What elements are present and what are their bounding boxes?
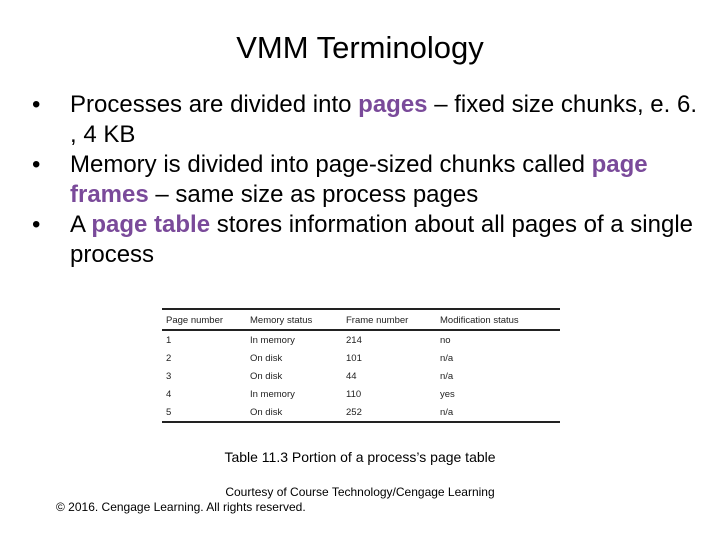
table-cell: On disk [250,371,283,382]
table-row [162,385,560,403]
table-cell: n/a [440,353,454,364]
bullet-dot-icon: • [32,151,41,178]
table-row [162,330,560,349]
bullet-text: Memory is divided into page-sized chunks called [70,151,592,178]
column-header: Frame number [342,309,436,330]
table-header-row [162,309,560,330]
table-cell: yes [440,389,455,400]
table-cell: 4 [166,389,172,400]
bullet-item [28,210,708,270]
bullet-dot-icon: • [32,211,41,238]
bullet-highlight: pages [358,91,428,118]
bullet-item [28,150,708,210]
table-row [162,403,560,422]
table-cell: On disk [246,403,342,422]
copyright-notice: © 2016. Cengage Learning. All rights reserved. [56,500,306,514]
table-cell: 101 [346,353,362,364]
table-cell: 5 [162,403,246,422]
table-cell: 110 [346,389,362,400]
bullet-text: – same size as process pages [148,181,479,208]
table-caption: Table 11.3 Portion of a process’s page table [224,449,496,465]
bullet-item [28,90,708,150]
bullet-text: Processes are divided into [70,91,359,118]
table-cell: 3 [166,371,172,382]
bullet-list [28,90,708,270]
bullet-text: stores information about all pages of a single process [70,211,694,268]
image-credit: Courtesy of Course Technology/Cengage Learning [225,485,495,499]
table-cell: n/a [436,403,560,422]
table-cell: 252 [342,403,436,422]
bullet-dot-icon: • [32,91,41,118]
table-cell: In memory [250,335,295,346]
table-cell: 2 [166,353,172,364]
column-header: Memory status [246,309,342,330]
table-cell: In memory [250,389,295,400]
table-cell: 44 [346,371,357,382]
bullet-highlight: page frames [70,151,648,208]
table-cell: no [440,335,451,346]
page-table-figure [162,308,560,423]
table-row [162,349,560,367]
table-cell: On disk [250,353,283,364]
bullet-highlight: page table [91,211,211,238]
bullet-text: A [70,211,92,238]
table-cell: 214 [346,335,362,346]
table-cell: 1 [166,335,172,346]
column-header: Modification status [436,309,560,330]
table-cell: n/a [440,371,454,382]
page-table [162,308,560,423]
bullet-text: – fixed size chunks, e. 6. , 4 KB [70,91,698,148]
table-row [162,367,560,385]
column-header: Page number [162,309,246,330]
slide-title: VMM Terminology [236,30,484,65]
